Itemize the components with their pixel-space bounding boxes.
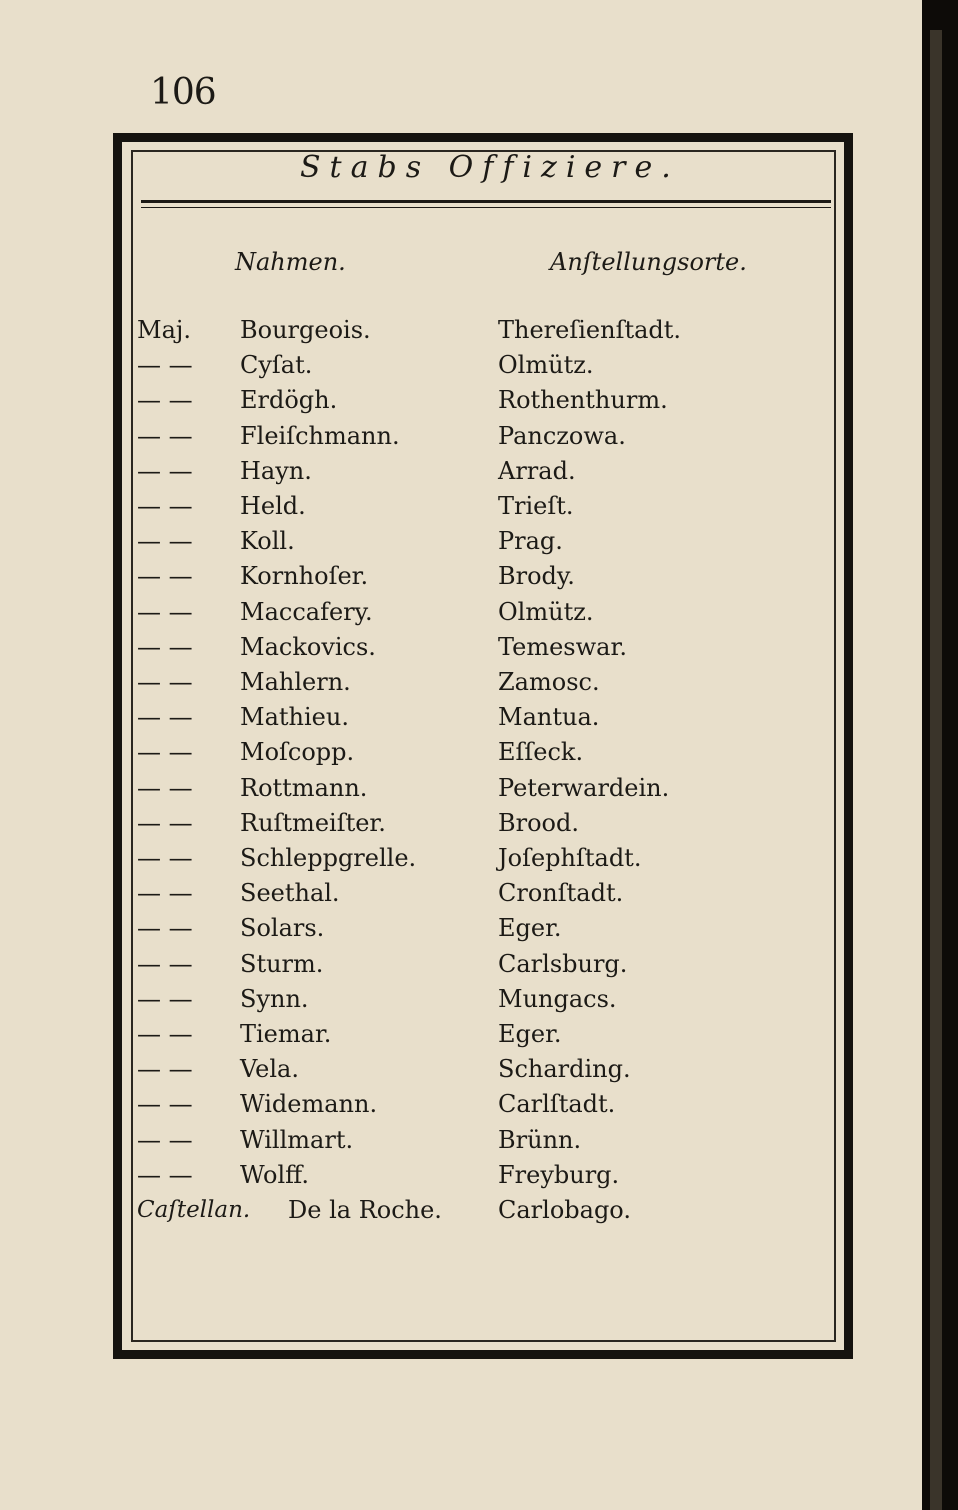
place-cell: Carlobago. xyxy=(498,1196,631,1224)
place-cell: Panczowa. xyxy=(498,421,626,450)
name-cell: Erdögh. xyxy=(240,386,338,415)
rank-cell: — — xyxy=(137,1125,193,1154)
rank-cell: — — xyxy=(137,984,193,1013)
table-row xyxy=(0,1052,922,1087)
table-row xyxy=(0,876,922,911)
rank-cell: — — xyxy=(137,562,193,591)
column-header-names: Nahmen. xyxy=(235,248,346,276)
table-row xyxy=(0,735,922,770)
rank-cell: — — xyxy=(137,386,193,415)
place-cell: Scharding. xyxy=(498,1055,631,1084)
place-cell: Peterwardein. xyxy=(498,773,670,802)
rank-cell: Caſtellan. xyxy=(137,1197,251,1223)
rank-cell: — — xyxy=(137,844,193,872)
rank-cell: — — xyxy=(137,773,193,802)
table-row xyxy=(0,1193,922,1228)
name-cell: Cyſat. xyxy=(240,351,313,380)
rank-cell: — — xyxy=(137,1055,193,1084)
name-cell: Kornhoſer. xyxy=(240,562,369,591)
rank-cell: Maj. xyxy=(137,316,191,344)
name-cell: Vela. xyxy=(240,1055,299,1084)
title-rule xyxy=(141,200,831,203)
rank-cell: — — xyxy=(137,808,193,837)
place-cell: Carlsburg. xyxy=(498,949,628,978)
rank-cell: — — xyxy=(137,703,193,732)
name-cell: Mahlern. xyxy=(240,668,351,696)
name-cell: Solars. xyxy=(240,914,325,943)
table-row xyxy=(0,841,922,876)
next-page-sliver xyxy=(930,30,942,1510)
table-row xyxy=(0,665,922,700)
name-cell: Tiemar. xyxy=(240,1020,332,1048)
page-number: 106 xyxy=(150,72,216,113)
place-cell: Cronſtadt. xyxy=(498,879,624,908)
name-cell: Mathieu. xyxy=(240,703,349,732)
table-row xyxy=(0,806,922,841)
name-cell: Willmart. xyxy=(240,1125,354,1154)
place-cell: Eger. xyxy=(498,914,562,943)
name-cell: Ruſtmeiſter. xyxy=(240,808,386,837)
table-row xyxy=(0,1017,922,1052)
table-row xyxy=(0,1087,922,1122)
place-cell: Trieſt. xyxy=(498,492,574,520)
rank-cell: — — xyxy=(137,668,193,696)
rank-cell: — — xyxy=(137,738,193,767)
place-cell: Arrad. xyxy=(498,456,576,485)
place-cell: Carlſtadt. xyxy=(498,1090,616,1119)
table-row xyxy=(0,630,922,665)
place-cell: Mungacs. xyxy=(498,984,617,1013)
table-row xyxy=(0,419,922,454)
place-cell: Temeswar. xyxy=(498,632,627,661)
name-cell: Fleiſchmann. xyxy=(240,421,400,450)
rank-cell: — — xyxy=(137,1020,193,1048)
page-edge xyxy=(922,0,958,1510)
table-row xyxy=(0,947,922,982)
rank-cell: — — xyxy=(137,527,193,556)
place-cell: Brünn. xyxy=(498,1125,582,1154)
place-cell: Freyburg. xyxy=(498,1160,620,1189)
name-cell: Synn. xyxy=(240,984,309,1013)
rank-cell: — — xyxy=(137,421,193,450)
column-header-places: Anſtellungsorte. xyxy=(550,248,747,276)
rank-cell: — — xyxy=(137,492,193,520)
name-cell: Rottmann. xyxy=(240,773,368,802)
name-cell: Mackovics. xyxy=(240,632,376,661)
place-cell: Brood. xyxy=(498,808,579,837)
table-row xyxy=(0,700,922,735)
rank-cell: — — xyxy=(137,597,193,626)
rank-cell: — — xyxy=(137,949,193,978)
name-cell: Moſcopp. xyxy=(240,738,355,767)
name-cell: Koll. xyxy=(240,527,295,556)
table-row xyxy=(0,524,922,559)
rank-cell: — — xyxy=(137,914,193,943)
name-cell: Seethal. xyxy=(240,879,340,908)
table-row xyxy=(0,454,922,489)
table-row xyxy=(0,313,922,348)
place-cell: Eſſeck. xyxy=(498,738,584,767)
table-row xyxy=(0,348,922,383)
rank-cell: — — xyxy=(137,456,193,485)
name-cell: Schleppgrelle. xyxy=(240,844,417,872)
table-row xyxy=(0,982,922,1017)
table-row xyxy=(0,1123,922,1158)
place-cell: Rothenthurm. xyxy=(498,386,668,415)
title-rule-thin xyxy=(141,207,831,208)
place-cell: Mantua. xyxy=(498,703,600,732)
place-cell: Olmütz. xyxy=(498,597,594,626)
table-row xyxy=(0,771,922,806)
place-cell: Eger. xyxy=(498,1020,562,1048)
name-cell: Widemann. xyxy=(240,1090,378,1119)
table-row xyxy=(0,489,922,524)
place-cell: Joſephſtadt. xyxy=(498,844,642,872)
name-cell: Hayn. xyxy=(240,456,312,485)
name-cell: Bourgeois. xyxy=(240,316,371,344)
rank-cell: — — xyxy=(137,879,193,908)
table-row xyxy=(0,559,922,594)
name-cell: Held. xyxy=(240,492,306,520)
table-row xyxy=(0,1158,922,1193)
rank-cell: — — xyxy=(137,1090,193,1119)
page-title: Stabs Offiziere. xyxy=(300,150,680,185)
name-cell: Maccafery. xyxy=(240,597,373,626)
place-cell: Olmütz. xyxy=(498,351,594,380)
rank-cell: — — xyxy=(137,632,193,661)
rank-cell: — — xyxy=(137,1160,193,1189)
place-cell: Zamosc. xyxy=(498,668,600,696)
name-cell: De la Roche. xyxy=(288,1196,442,1224)
place-cell: Prag. xyxy=(498,527,563,556)
table-row xyxy=(0,595,922,630)
place-cell: Thereſienſtadt. xyxy=(498,316,682,344)
table-row xyxy=(0,383,922,418)
place-cell: Brody. xyxy=(498,562,575,591)
name-cell: Sturm. xyxy=(240,949,324,978)
table-row xyxy=(0,911,922,946)
rank-cell: — — xyxy=(137,351,193,380)
name-cell: Wolff. xyxy=(240,1160,309,1189)
